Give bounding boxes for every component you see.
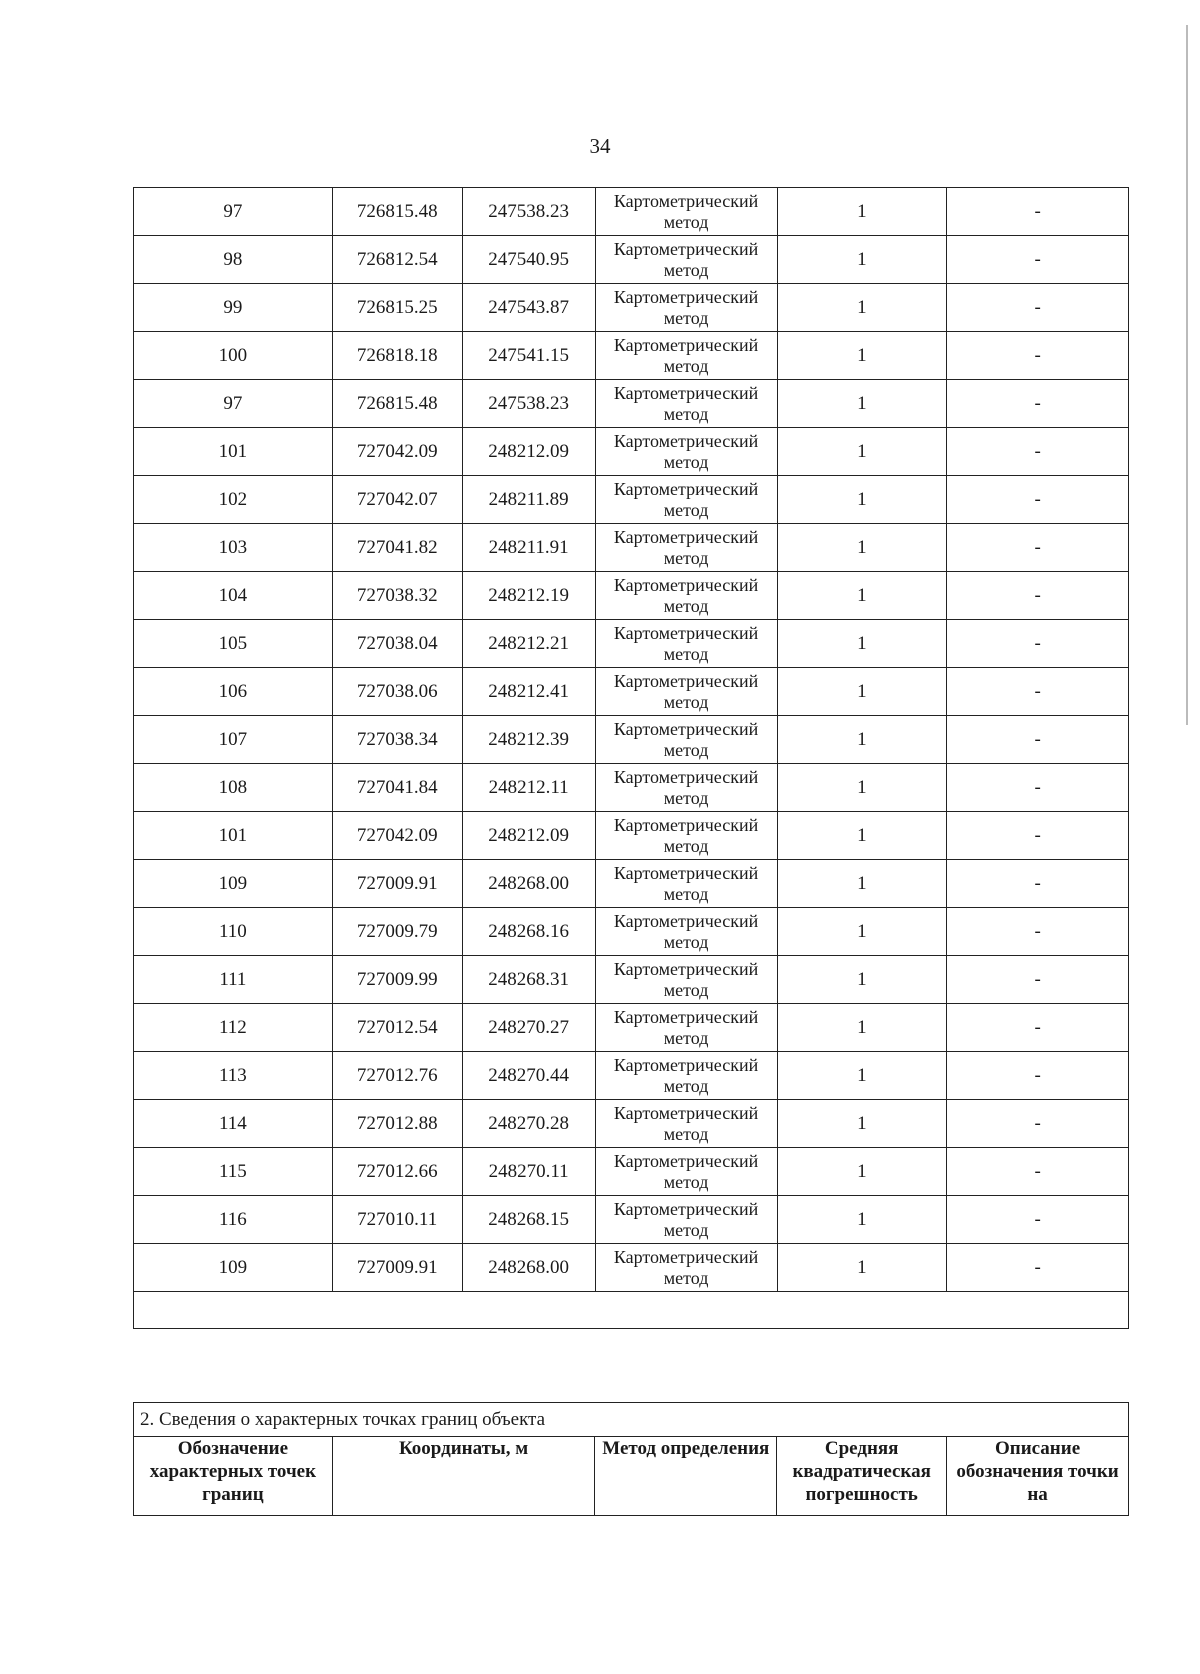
table-row xyxy=(134,956,1129,1004)
method-text: метод xyxy=(663,1171,709,1192)
table-row xyxy=(134,860,1129,908)
point-id-cell: 101 xyxy=(134,428,333,476)
method-cell xyxy=(595,524,777,572)
method-text: метод xyxy=(663,931,709,952)
mean-error-cell: 1 xyxy=(777,1244,947,1292)
method-text: Картометрический xyxy=(613,430,759,451)
mean-error-cell: 1 xyxy=(777,668,947,716)
method-cell xyxy=(595,380,777,428)
coord-y-cell: 248270.44 xyxy=(462,1052,595,1100)
method-cell xyxy=(595,1052,777,1100)
table-row xyxy=(134,1052,1129,1100)
method-text: метод xyxy=(663,1267,709,1288)
table-row xyxy=(134,524,1129,572)
header-designation: Обозначение характерных точек границ xyxy=(134,1437,333,1516)
method-text: метод xyxy=(663,307,709,328)
method-text: метод xyxy=(663,355,709,376)
table-row xyxy=(134,428,1129,476)
point-id-cell: 97 xyxy=(134,380,333,428)
mean-error-cell: 1 xyxy=(777,428,947,476)
method-text: Картометрический xyxy=(613,1198,759,1219)
method-text: метод xyxy=(663,643,709,664)
coord-y-cell: 248212.11 xyxy=(462,764,595,812)
table-row xyxy=(134,1148,1129,1196)
point-id-cell: 116 xyxy=(134,1196,333,1244)
method-text: Картометрический xyxy=(613,1246,759,1267)
mean-error-cell: 1 xyxy=(777,860,947,908)
point-description-cell: - xyxy=(947,812,1129,860)
table-row xyxy=(134,1196,1129,1244)
method-text: метод xyxy=(663,1075,709,1096)
method-text: метод xyxy=(663,499,709,520)
coord-x-cell: 727012.54 xyxy=(332,1004,462,1052)
coord-y-cell: 248268.16 xyxy=(462,908,595,956)
coord-x-cell: 727009.79 xyxy=(332,908,462,956)
coord-x-cell: 727042.07 xyxy=(332,476,462,524)
point-description-cell: - xyxy=(947,476,1129,524)
mean-error-cell: 1 xyxy=(777,332,947,380)
coord-y-cell: 248212.21 xyxy=(462,620,595,668)
header-description: Описание обозначения точки на xyxy=(947,1437,1129,1516)
table-row xyxy=(134,908,1129,956)
coord-x-cell: 727012.76 xyxy=(332,1052,462,1100)
method-cell xyxy=(595,236,777,284)
mean-error-cell: 1 xyxy=(777,1196,947,1244)
table-row xyxy=(134,380,1129,428)
method-text: метод xyxy=(663,595,709,616)
coord-y-cell: 247543.87 xyxy=(462,284,595,332)
coord-y-cell: 247541.15 xyxy=(462,332,595,380)
table-row xyxy=(134,1244,1129,1292)
coord-y-cell: 248268.00 xyxy=(462,1244,595,1292)
mean-error-cell: 1 xyxy=(777,956,947,1004)
point-description-cell: - xyxy=(947,1004,1129,1052)
point-description-cell: - xyxy=(947,380,1129,428)
table-row xyxy=(134,812,1129,860)
method-text: метод xyxy=(663,259,709,280)
table-row xyxy=(134,1100,1129,1148)
method-text: Картометрический xyxy=(613,190,759,211)
mean-error-cell: 1 xyxy=(777,476,947,524)
point-description-cell: - xyxy=(947,1148,1129,1196)
point-id-cell: 100 xyxy=(134,332,333,380)
coord-x-cell: 727041.84 xyxy=(332,764,462,812)
method-text: Картометрический xyxy=(613,286,759,307)
coord-y-cell: 248212.09 xyxy=(462,428,595,476)
method-text: Картометрический xyxy=(613,670,759,691)
coord-x-cell: 727009.91 xyxy=(332,860,462,908)
point-id-cell: 113 xyxy=(134,1052,333,1100)
coord-x-cell: 727038.06 xyxy=(332,668,462,716)
coord-y-cell: 248212.39 xyxy=(462,716,595,764)
method-text: Картометрический xyxy=(613,910,759,931)
point-id-cell: 112 xyxy=(134,1004,333,1052)
point-description-cell: - xyxy=(947,188,1129,236)
coord-x-cell: 727012.66 xyxy=(332,1148,462,1196)
point-id-cell: 109 xyxy=(134,860,333,908)
method-text: метод xyxy=(663,1219,709,1240)
point-description-cell: - xyxy=(947,860,1129,908)
method-text: Картометрический xyxy=(613,574,759,595)
coord-y-cell: 247540.95 xyxy=(462,236,595,284)
coord-x-cell: 727041.82 xyxy=(332,524,462,572)
mean-error-cell: 1 xyxy=(777,620,947,668)
method-text: Картометрический xyxy=(613,1006,759,1027)
point-description-cell: - xyxy=(947,668,1129,716)
coord-x-cell: 727038.34 xyxy=(332,716,462,764)
method-cell xyxy=(595,620,777,668)
method-text: Картометрический xyxy=(613,622,759,643)
coord-y-cell: 248268.15 xyxy=(462,1196,595,1244)
point-id-cell: 111 xyxy=(134,956,333,1004)
mean-error-cell: 1 xyxy=(777,812,947,860)
coord-x-cell: 726815.48 xyxy=(332,380,462,428)
point-description-cell: - xyxy=(947,1196,1129,1244)
mean-error-cell: 1 xyxy=(777,764,947,812)
point-id-cell: 104 xyxy=(134,572,333,620)
method-cell xyxy=(595,668,777,716)
section2-title-row xyxy=(134,1403,1129,1437)
table-row xyxy=(134,236,1129,284)
coord-x-cell: 726815.25 xyxy=(332,284,462,332)
point-description-cell: - xyxy=(947,716,1129,764)
coord-y-cell: 247538.23 xyxy=(462,188,595,236)
points-table-body xyxy=(134,188,1129,1329)
method-text: Картометрический xyxy=(613,814,759,835)
method-cell xyxy=(595,1004,777,1052)
method-text: метод xyxy=(663,547,709,568)
table-row xyxy=(134,668,1129,716)
method-cell xyxy=(595,188,777,236)
method-text: Картометрический xyxy=(613,1054,759,1075)
method-text: метод xyxy=(663,1123,709,1144)
section2-title: 2. Сведения о характерных точках границ объекта xyxy=(134,1403,1129,1437)
blank-cell xyxy=(134,1292,1129,1329)
mean-error-cell: 1 xyxy=(777,1052,947,1100)
coord-x-cell: 727009.91 xyxy=(332,1244,462,1292)
coord-y-cell: 248212.41 xyxy=(462,668,595,716)
point-id-cell: 98 xyxy=(134,236,333,284)
point-description-cell: - xyxy=(947,332,1129,380)
coord-y-cell: 247538.23 xyxy=(462,380,595,428)
coord-y-cell: 248270.28 xyxy=(462,1100,595,1148)
point-description-cell: - xyxy=(947,1052,1129,1100)
method-cell xyxy=(595,908,777,956)
table-row xyxy=(134,572,1129,620)
point-id-cell: 107 xyxy=(134,716,333,764)
point-id-cell: 99 xyxy=(134,284,333,332)
mean-error-cell: 1 xyxy=(777,908,947,956)
method-cell xyxy=(595,860,777,908)
coord-y-cell: 248211.91 xyxy=(462,524,595,572)
table-row xyxy=(134,620,1129,668)
header-coordinates: Координаты, м xyxy=(332,1437,595,1516)
method-text: метод xyxy=(663,211,709,232)
section2-table xyxy=(133,1402,1129,1516)
method-text: Картометрический xyxy=(613,1150,759,1171)
point-id-cell: 101 xyxy=(134,812,333,860)
coord-y-cell: 248268.00 xyxy=(462,860,595,908)
point-id-cell: 115 xyxy=(134,1148,333,1196)
mean-error-cell: 1 xyxy=(777,284,947,332)
coord-x-cell: 726812.54 xyxy=(332,236,462,284)
point-id-cell: 108 xyxy=(134,764,333,812)
blank-row xyxy=(134,1292,1129,1329)
mean-error-cell: 1 xyxy=(777,236,947,284)
point-description-cell: - xyxy=(947,572,1129,620)
method-text: Картометрический xyxy=(613,958,759,979)
mean-error-cell: 1 xyxy=(777,524,947,572)
section2-header-row xyxy=(134,1437,1129,1516)
method-cell xyxy=(595,812,777,860)
point-id-cell: 97 xyxy=(134,188,333,236)
method-text: метод xyxy=(663,403,709,424)
mean-error-cell: 1 xyxy=(777,572,947,620)
point-description-cell: - xyxy=(947,284,1129,332)
table-row xyxy=(134,332,1129,380)
point-id-cell: 114 xyxy=(134,1100,333,1148)
coord-x-cell: 727042.09 xyxy=(332,812,462,860)
points-table xyxy=(133,187,1129,1329)
method-text: Картометрический xyxy=(613,478,759,499)
table-row xyxy=(134,188,1129,236)
point-description-cell: - xyxy=(947,764,1129,812)
method-cell xyxy=(595,332,777,380)
method-text: метод xyxy=(663,739,709,760)
table-row xyxy=(134,764,1129,812)
point-id-cell: 110 xyxy=(134,908,333,956)
coord-x-cell: 726818.18 xyxy=(332,332,462,380)
method-text: метод xyxy=(663,979,709,1000)
scan-edge-line xyxy=(1186,25,1188,725)
method-text: Картометрический xyxy=(613,766,759,787)
coord-x-cell: 727042.09 xyxy=(332,428,462,476)
table-row xyxy=(134,1004,1129,1052)
method-text: метод xyxy=(663,883,709,904)
method-cell xyxy=(595,1244,777,1292)
method-text: метод xyxy=(663,1027,709,1048)
table-row xyxy=(134,476,1129,524)
point-description-cell: - xyxy=(947,1100,1129,1148)
point-id-cell: 103 xyxy=(134,524,333,572)
method-cell xyxy=(595,428,777,476)
coord-x-cell: 727012.88 xyxy=(332,1100,462,1148)
point-id-cell: 102 xyxy=(134,476,333,524)
coord-x-cell: 726815.48 xyxy=(332,188,462,236)
coord-x-cell: 727010.11 xyxy=(332,1196,462,1244)
method-text: метод xyxy=(663,691,709,712)
coord-x-cell: 727038.32 xyxy=(332,572,462,620)
method-cell xyxy=(595,572,777,620)
method-cell xyxy=(595,1148,777,1196)
header-method: Метод определения xyxy=(595,1437,777,1516)
method-text: Картометрический xyxy=(613,862,759,883)
method-cell xyxy=(595,476,777,524)
point-description-cell: - xyxy=(947,236,1129,284)
method-cell xyxy=(595,284,777,332)
coord-y-cell: 248270.27 xyxy=(462,1004,595,1052)
coord-y-cell: 248212.09 xyxy=(462,812,595,860)
method-text: метод xyxy=(663,451,709,472)
point-id-cell: 106 xyxy=(134,668,333,716)
coord-y-cell: 248268.31 xyxy=(462,956,595,1004)
point-description-cell: - xyxy=(947,1244,1129,1292)
point-description-cell: - xyxy=(947,908,1129,956)
method-text: метод xyxy=(663,787,709,808)
mean-error-cell: 1 xyxy=(777,1004,947,1052)
mean-error-cell: 1 xyxy=(777,716,947,764)
point-description-cell: - xyxy=(947,620,1129,668)
mean-error-cell: 1 xyxy=(777,380,947,428)
method-text: Картометрический xyxy=(613,718,759,739)
coord-y-cell: 248270.11 xyxy=(462,1148,595,1196)
method-text: метод xyxy=(663,835,709,856)
point-description-cell: - xyxy=(947,428,1129,476)
method-cell xyxy=(595,956,777,1004)
method-text: Картометрический xyxy=(613,382,759,403)
coord-y-cell: 248212.19 xyxy=(462,572,595,620)
mean-error-cell: 1 xyxy=(777,1148,947,1196)
method-text: Картометрический xyxy=(613,1102,759,1123)
method-cell xyxy=(595,1100,777,1148)
method-text: Картометрический xyxy=(613,334,759,355)
mean-error-cell: 1 xyxy=(777,1100,947,1148)
method-text: Картометрический xyxy=(613,238,759,259)
coord-x-cell: 727009.99 xyxy=(332,956,462,1004)
table-row xyxy=(134,716,1129,764)
method-cell xyxy=(595,716,777,764)
table-row xyxy=(134,284,1129,332)
page-number: 34 xyxy=(589,134,611,158)
point-id-cell: 105 xyxy=(134,620,333,668)
point-description-cell: - xyxy=(947,956,1129,1004)
point-description-cell: - xyxy=(947,524,1129,572)
point-id-cell: 109 xyxy=(134,1244,333,1292)
method-text: Картометрический xyxy=(613,526,759,547)
mean-error-cell: 1 xyxy=(777,188,947,236)
coord-x-cell: 727038.04 xyxy=(332,620,462,668)
method-cell xyxy=(595,764,777,812)
coord-y-cell: 248211.89 xyxy=(462,476,595,524)
method-cell xyxy=(595,1196,777,1244)
header-error: Средняя квадратическая погрешность xyxy=(777,1437,947,1516)
